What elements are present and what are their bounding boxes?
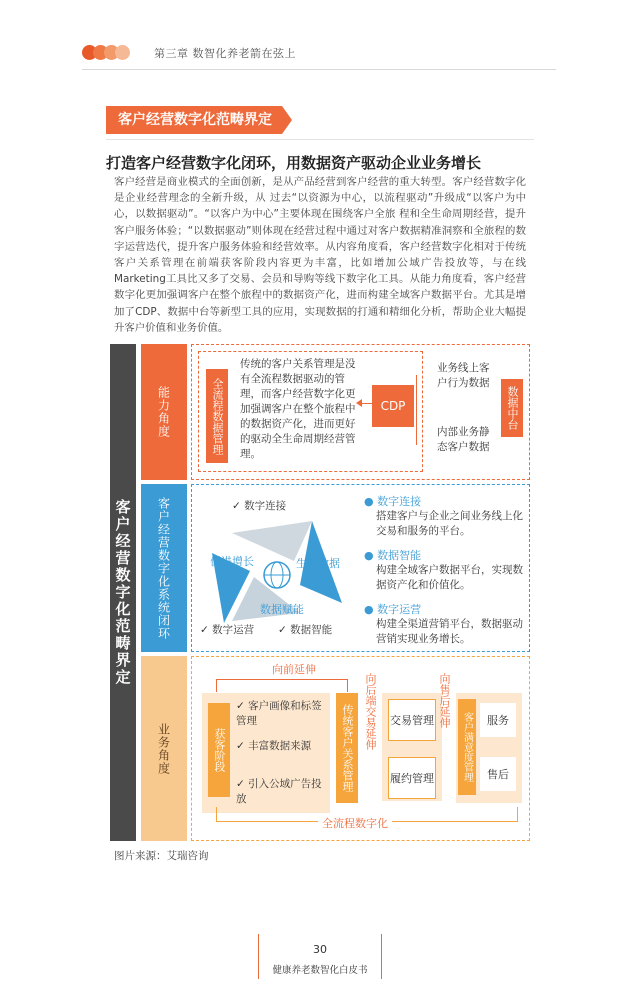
cycle-label-ops: ✓ 数字运营: [200, 624, 255, 636]
arrowhead-left-1: [356, 399, 362, 407]
data-middle-box: 数据中台: [501, 379, 523, 437]
footer-title: 健康养老数智化白皮书: [272, 965, 368, 976]
forward-extend-label: 向前延伸: [272, 663, 316, 676]
system-item-3-title: 数字运营: [377, 603, 422, 616]
panel-capability: [191, 344, 530, 480]
backward-after-label: 向售后延伸: [438, 673, 451, 728]
cycle-label-produce: 生产数据: [296, 557, 340, 570]
cycle-connect-text: 数字连接: [244, 500, 287, 512]
system-item-title: ● 数字运营: [364, 603, 422, 616]
panel-system: [191, 484, 530, 652]
trade-box: 交易管理: [388, 699, 436, 741]
system-item-1: [364, 493, 524, 539]
online-data-text: 业务线上客户行为数据: [437, 362, 490, 389]
satisfaction-box: 客户满意度管理: [458, 699, 476, 795]
internal-data-text: 内部业务静态客户数据: [437, 426, 490, 453]
acquire-item-3-text: 引入公域广告投放: [236, 778, 322, 805]
banner-arrow: [282, 106, 292, 134]
section-banner: 客户经营数字化范畴界定: [106, 106, 282, 134]
aftersale-box: 售后: [480, 757, 516, 791]
system-item-desc: 搭建客户与企业之间业务线上化交易和服务的平台。: [376, 510, 523, 537]
service-box: 服务: [480, 703, 516, 737]
section-headline: 打造客户经营数字化闭环，用数据资产驱动企业业务增长: [106, 154, 482, 172]
dot-4: [115, 45, 130, 60]
system-item-1-title: 数字连接: [377, 495, 422, 508]
forward-arrow: [216, 679, 348, 692]
section-body: 客户经营是商业模式的全面创新，是从产品经营到客户经营的重大转型。客户经营数字化是企业经营理念的全新升级，从 过去“以资源为中心，以流程驱动”升级成“以客户为中心，以数据驱动”。“以客户为中心”主要体现在围绕客户全旅 程和全生命周期经营，提升客户服务体验；“以数据驱动”则体现在经营过程中通过对客户数据精准洞察和全旅程的数字运营迭代，提升客户服务体验和经营效率。从内容角度看，客户经营数字化相对于传统客户关系管理在前端获客阶段内容更为丰富，比如增加公域广告投放等，与在线Marketing工具比又多了交易、会员和导购等线下数字化工具。从能力角度看，客户经营数字化更加强调客户在整个旅程中的数据资产化，进而构建全域客户数据平台。尤其是增加了CDP、数据中台等新型工具的应用，实现数据的打通和精细化分析，帮助企业大幅提升客户价值和业务价值。: [114, 176, 526, 334]
image-source: 图片来源：艾瑞咨询: [114, 850, 209, 862]
diagram-main-label: 客户经营数字化范畴界定: [110, 344, 136, 841]
acquire-item-2: ✓ 丰富数据来源: [236, 740, 312, 752]
chapter-dots: [82, 45, 142, 61]
acquire-item-3: ✓ 引入公域广告投放: [236, 778, 322, 805]
row-label-system: 客户经营数字化系统闭环: [141, 484, 187, 652]
system-item-title: ● 数字连接: [364, 495, 422, 508]
full-process-data-box: 全流程数据管理: [206, 369, 228, 463]
row-label-capability: 能力角度: [141, 344, 187, 480]
system-item-desc: 构建全渠道营销平台，数据驱动营销实现业务增长。: [376, 618, 523, 645]
system-item-2: [364, 547, 524, 593]
cycle-label-intel: ✓ 数据智能: [278, 624, 333, 636]
system-item-desc: 构建全域客户数据平台，实现数据资产化和价值化。: [376, 564, 523, 591]
acquire-item-2-text: 丰富数据来源: [248, 740, 312, 752]
row-label-business: 业务角度: [141, 656, 187, 841]
chapter-title: 第三章 数智化养老箭在弦上: [154, 47, 296, 60]
cycle-ops-text: 数字运营: [212, 624, 255, 636]
system-item-2-title: 数据智能: [377, 549, 422, 562]
acquire-item-1-text: 客户画像和标签管理: [236, 700, 322, 727]
header-divider: [82, 69, 556, 70]
cdp-box: CDP: [372, 385, 414, 427]
fulfill-box: 履约管理: [388, 757, 436, 799]
capability-text: 传统的客户关系管理是没有全流程数据驱动的管理，而客户经营数字化更加强调客户在整个旅程中的数据资产化，进而更好的驱动全生命周期经营管理。: [240, 358, 356, 460]
acquire-stage-box: 获客阶段: [208, 703, 230, 797]
cdp-bracket: [416, 375, 427, 445]
system-item-title: ● 数据智能: [364, 549, 422, 562]
system-item-3: [364, 601, 524, 647]
cycle-intel-text: 数据智能: [290, 624, 333, 636]
cycle-label-empower: 数据赋能: [260, 603, 304, 616]
crm-box: 传统客户关系管理: [336, 693, 358, 803]
footer-divider-left: [258, 934, 259, 979]
panel-business: [191, 656, 530, 841]
cycle-label-connect: ✓ 数字连接: [232, 500, 287, 512]
banner-divider: [106, 139, 534, 140]
cycle-label-promote: 促进增长: [210, 555, 254, 568]
page-number: 30: [313, 943, 327, 956]
full-process-label: 全流程数字化: [318, 815, 392, 831]
backward-trade-label: 向后端交易延伸: [364, 673, 377, 750]
acquire-item-1: ✓ 客户画像和标签管理: [236, 700, 322, 727]
footer-divider-right: [381, 934, 382, 979]
